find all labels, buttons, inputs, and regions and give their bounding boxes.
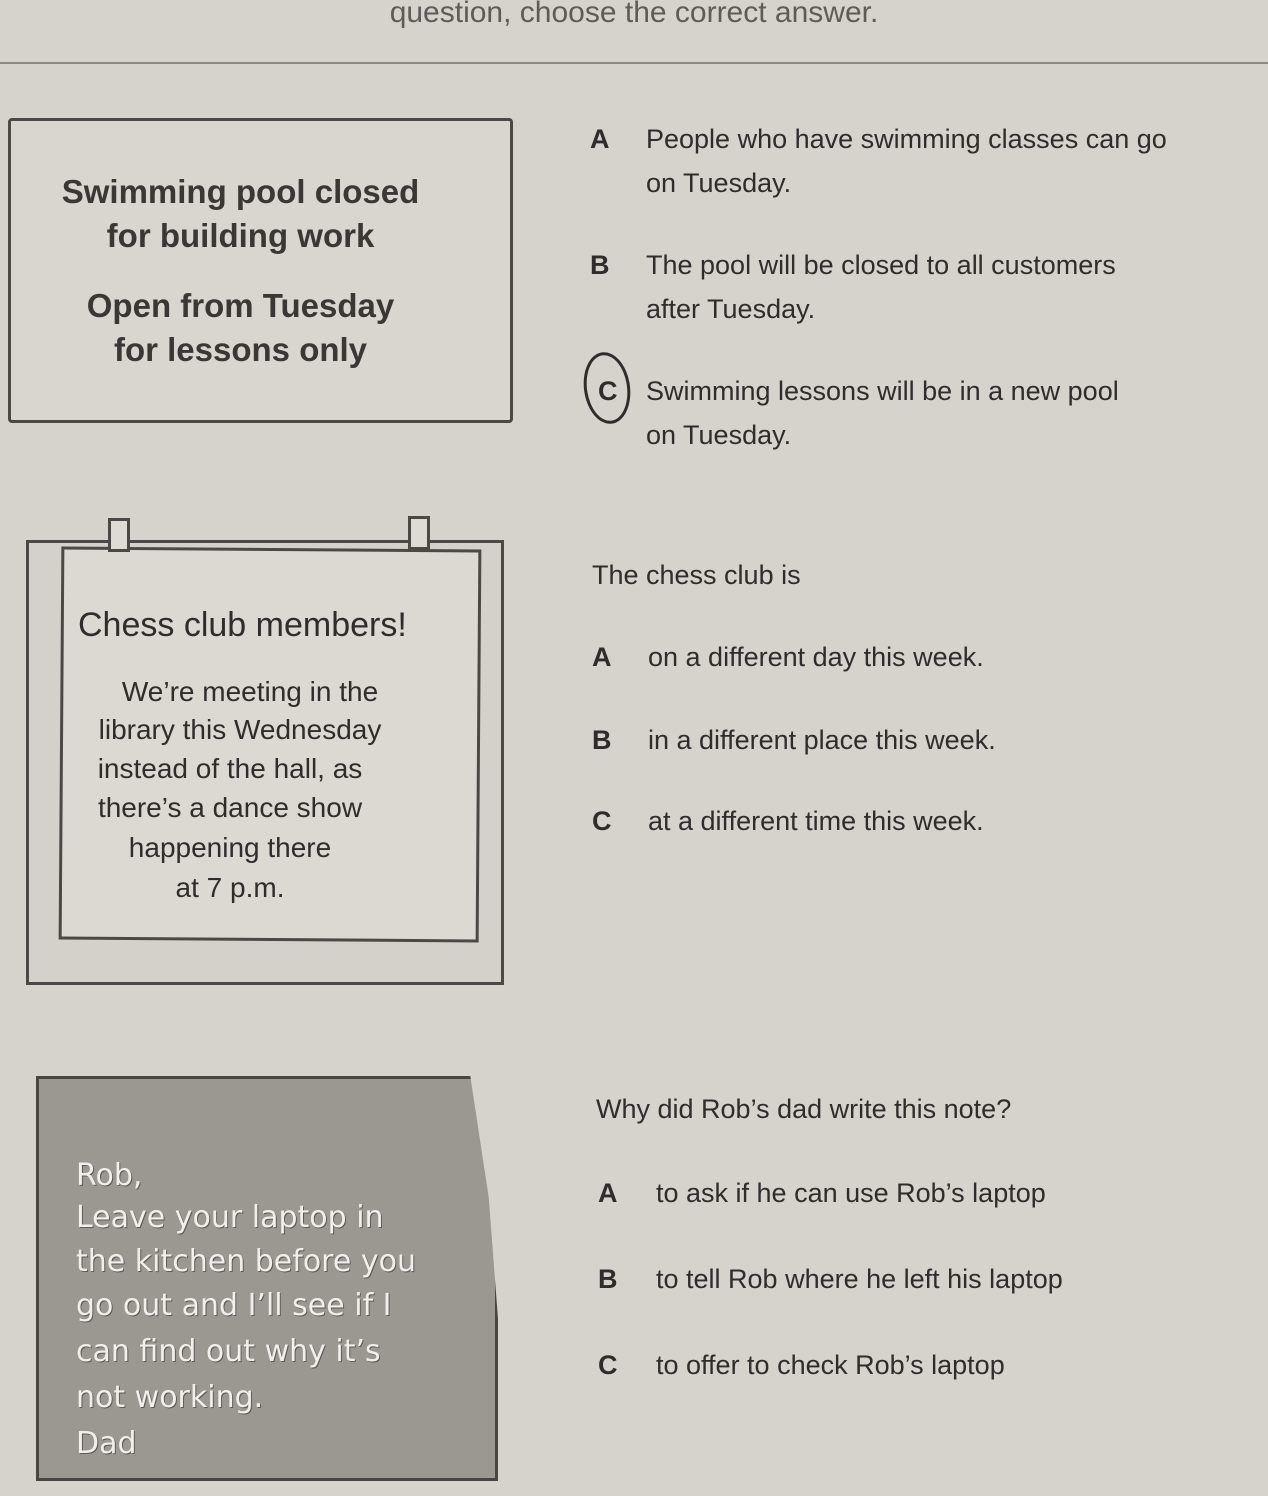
divider: [0, 62, 1268, 64]
chess-notice-line: We’re meeting in the: [121, 676, 379, 707]
option-b-letter[interactable]: B: [590, 250, 610, 280]
note-line: Rob,: [76, 1158, 143, 1193]
question-text: The chess club is: [592, 560, 801, 590]
note-line: can find out why it’s: [76, 1334, 381, 1369]
option-b-letter[interactable]: B: [592, 725, 612, 755]
option-b-text[interactable]: The pool will be closed to all customers: [646, 250, 1116, 280]
swimming-notice: [8, 118, 513, 423]
option-c-letter[interactable]: C: [592, 806, 612, 836]
option-a-text[interactable]: on a different day this week.: [648, 642, 984, 672]
note-line: Dad: [76, 1426, 137, 1461]
option-a-text[interactable]: People who have swimming classes can go: [646, 124, 1167, 154]
option-b-text[interactable]: in a different place this week.: [648, 725, 996, 755]
option-a-letter[interactable]: A: [592, 642, 612, 672]
instruction-text: question, choose the correct answer.: [389, 0, 879, 29]
option-b-text[interactable]: after Tuesday.: [646, 294, 816, 324]
pin-icon: [408, 516, 430, 550]
notice-line: Swimming pool closed: [61, 173, 420, 210]
chess-notice-line: there’s a dance show: [97, 792, 363, 823]
option-b-text[interactable]: to tell Rob where he left his laptop: [656, 1264, 1063, 1294]
option-c-text[interactable]: at a different time this week.: [648, 806, 984, 836]
option-c-text[interactable]: on Tuesday.: [646, 420, 792, 450]
chess-notice-line: happening there: [128, 832, 332, 863]
chess-notice-line: library this Wednesday: [98, 714, 382, 745]
chess-notice-title: Chess club members!: [78, 606, 407, 644]
note-line: go out and I’ll see if I: [76, 1288, 392, 1323]
notice-line: for lessons only: [113, 331, 368, 368]
option-c-letter[interactable]: C: [598, 376, 618, 406]
option-b-letter[interactable]: B: [598, 1264, 618, 1294]
chess-notice-line: at 7 p.m.: [175, 872, 285, 903]
option-c-letter[interactable]: C: [598, 1350, 618, 1380]
option-a-text[interactable]: on Tuesday.: [646, 168, 792, 198]
option-c-text[interactable]: Swimming lessons will be in a new pool: [646, 376, 1119, 406]
option-a-letter[interactable]: A: [598, 1178, 618, 1208]
note-line: Leave your laptop in: [76, 1200, 384, 1235]
notice-line: for building work: [106, 217, 375, 254]
option-a-text[interactable]: to ask if he can use Rob’s laptop: [656, 1178, 1046, 1208]
notice-line: Open from Tuesday: [86, 287, 395, 324]
question-text: Why did Rob’s dad write this note?: [596, 1094, 1012, 1124]
note-line: not working.: [76, 1380, 264, 1415]
note-line: the kitchen before you: [76, 1244, 416, 1279]
option-c-text[interactable]: to offer to check Rob’s laptop: [656, 1350, 1005, 1380]
option-a-letter[interactable]: A: [590, 124, 610, 154]
pin-icon: [108, 518, 130, 552]
chess-notice-line: instead of the hall, as: [97, 753, 363, 784]
